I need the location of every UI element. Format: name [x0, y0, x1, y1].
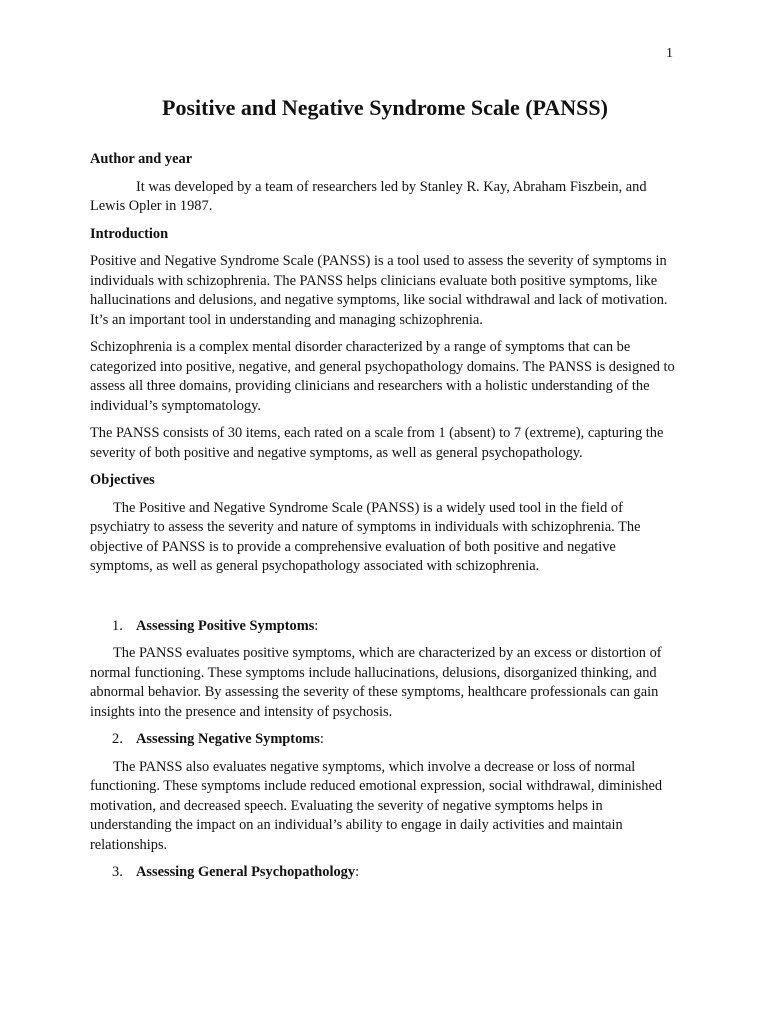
objective-item-1-paragraph: The PANSS evaluates positive symptoms, which are characterized by an excess or distortion of normal functioning. These symptoms include hallucinations, delusions, disorganized thinking, and abnormal behavior. By assessing the severity of these symptoms, healthcare professionals can gain insights into the presence and intensity of psychosis. — [90, 645, 662, 720]
list-title: Assessing Negative Symptoms — [136, 731, 320, 747]
introduction-paragraph-1: Positive and Negative Syndrome Scale (PANSS) is a tool used to assess the severity of symptoms in individuals with schizophrenia. The PANSS helps clinicians evaluate both positive symptoms, like hallucinations and delusions, and negative symptoms, like social withdrawal and lack of motivation. It’s an important tool in understanding and managing schizophrenia. — [90, 253, 668, 328]
page-number: 1 — [666, 46, 673, 61]
introduction-paragraph-2: Schizophrenia is a complex mental disorder characterized by a range of symptoms that can be categorized into positive, negative, and general psychopathology domains. The PANSS is designed to assess all three domains, providing clinicians and researchers with a holistic understanding of the individual’s symptomatology. — [90, 339, 675, 414]
list-title: Assessing Positive Symptoms — [136, 617, 315, 634]
objectives-paragraph: The Positive and Negative Syndrome Scale (PANSS) is a widely used tool in the field of psychiatry to assess the severity and nature of symptoms in individuals with schizophrenia. The objective of PANSS is to provide a comprehensive evaluation of both positive and negative symptoms, as well as general psychopathology associated with schizophrenia. — [90, 499, 641, 574]
author-heading: Author and year — [90, 151, 193, 167]
introduction-heading: Introduction — [90, 225, 169, 242]
list-number: 3. — [112, 864, 123, 880]
objective-item-2-heading — [90, 730, 680, 750]
document-title: Positive and Negative Syndrome Scale (PANSS) — [162, 95, 608, 120]
objective-item-3-heading — [90, 863, 680, 883]
objective-item-2-paragraph: The PANSS also evaluates negative symptoms, which involve a decrease or loss of normal functioning. These symptoms include reduced emotional expression, social withdrawal, diminished motivation, and decreased speech. Evaluating the severity of negative symptoms helps in understanding the impact on an individual’s ability to engage in daily activities and maintain relationships. — [90, 758, 663, 853]
list-number: 2. — [112, 731, 123, 747]
section-spacer — [90, 585, 680, 617]
author-paragraph: It was developed by a team of researchers led by Stanley R. Kay, Abraham Fiszbein, and Lewis Opler in 1987. — [90, 178, 647, 214]
introduction-paragraph-3: The PANSS consists of 30 items, each rated on a scale from 1 (absent) to 7 (extreme), capturing the severity of both positive and negative symptoms, as well as general psychopathology. — [90, 425, 664, 461]
list-suffix: : — [319, 731, 324, 747]
objectives-heading: Objectives — [90, 472, 155, 488]
list-suffix: : — [355, 864, 360, 880]
list-number: 1. — [112, 617, 123, 634]
list-suffix: : — [314, 617, 319, 634]
list-title: Assessing General Psychopathology — [136, 864, 356, 880]
objective-item-1-heading — [90, 617, 680, 637]
document-body — [90, 94, 680, 891]
